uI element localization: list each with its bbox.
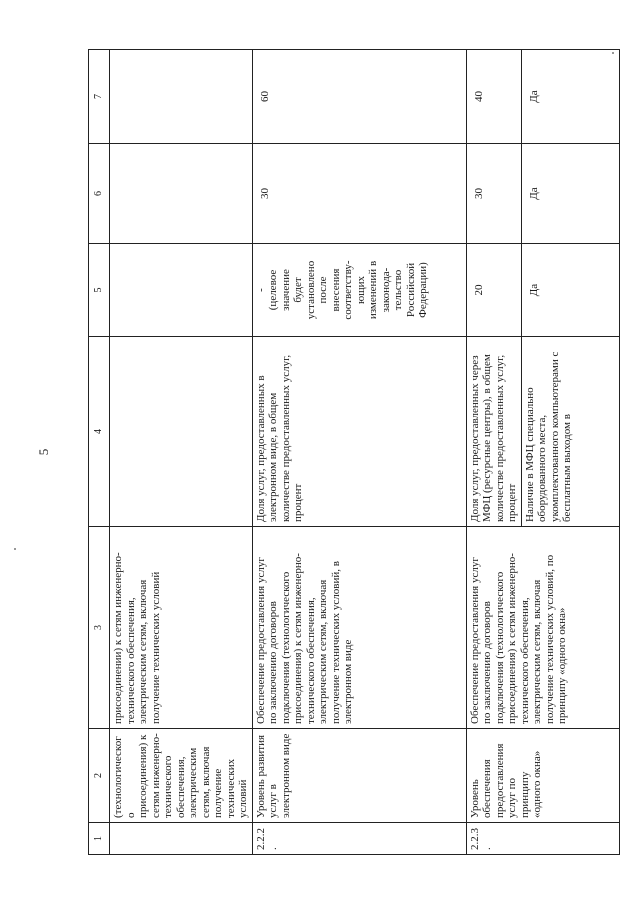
cell-line: принципу «одного окна» — [556, 607, 568, 724]
cell-line: подключения (технологического — [279, 571, 292, 724]
indicator-cell — [466, 729, 619, 823]
cell-line: оборудованного места, — [536, 414, 548, 522]
cell-line: по заключению договоров — [481, 601, 493, 724]
cell-line: Доля услуг, предоставленных через — [468, 355, 481, 522]
header-cell: 2 — [89, 729, 110, 823]
measure-cell — [110, 527, 253, 729]
cell-line: МФЦ (ресурсные центры), в общем — [481, 354, 493, 522]
cell-line: «одного окна» — [531, 750, 543, 818]
base-value-cell — [110, 244, 253, 337]
cell-line: внесения — [329, 268, 342, 312]
cell-line: электрическим — [187, 747, 199, 818]
cell-line: Российской — [404, 262, 417, 318]
cell-line: процент — [292, 483, 304, 522]
cell-line: электрическим сетям, включая — [531, 579, 543, 724]
cell-line: сетям, включая — [199, 746, 212, 818]
base-value-cell: 20 — [466, 244, 521, 337]
cell-line: Уровень развития — [254, 734, 267, 818]
cell-line: Обеспечение предоставления услуг — [254, 557, 267, 724]
cell-line: получение — [212, 768, 224, 818]
cell-line: технического обеспечения, — [304, 597, 317, 724]
base-value-cell — [252, 244, 466, 337]
cell-line: Наличие в МФЦ специально — [523, 387, 536, 522]
cell-line: получение технических условий, по — [543, 554, 556, 724]
scan-speck — [14, 548, 16, 550]
cell-line: услуг по принципу — [506, 771, 531, 818]
cell-line: (целевое — [267, 269, 279, 311]
cell-line: получение технических условий, в — [329, 561, 342, 724]
cell-line: (технологического — [112, 736, 137, 818]
cell-line: присоединении) к сетям инженерно- — [112, 552, 124, 724]
row-number: 2.2.2. — [252, 823, 466, 855]
cell-line: процент — [506, 483, 518, 522]
cell-line: электронном виде, в общем — [267, 392, 279, 522]
header-cell: 7 — [89, 50, 110, 144]
cell-line: ющих — [354, 275, 367, 305]
cell-line: законода- — [379, 267, 392, 313]
cell-line: получение технических условий — [149, 571, 162, 724]
cell-line: сетям инженерно- — [149, 733, 162, 818]
cell-line: технического обеспечения, — [518, 597, 531, 724]
cell-line: количестве предоставленных услуг, — [493, 354, 506, 522]
unit-cell — [521, 337, 619, 527]
unit-cell — [466, 337, 521, 527]
value-2021-cell: 60 — [252, 50, 466, 144]
cell-line: условий — [237, 779, 249, 818]
cell-line: Обеспечение предоставления услуг — [468, 557, 481, 724]
cell-line: установлено — [304, 260, 317, 320]
unit-cell — [110, 337, 253, 527]
cell-line: значение — [279, 269, 292, 311]
header-cell: 1 — [89, 823, 110, 855]
cell-line: подключения (технологического — [493, 571, 506, 724]
header-cell: 6 — [89, 144, 110, 244]
base-value-cell: Да — [521, 244, 619, 337]
cell-line: электронном виде — [342, 639, 354, 724]
unit-cell — [252, 337, 466, 527]
cell-line: по заключению договоров — [267, 601, 279, 724]
value-2020-cell: Да — [521, 144, 619, 244]
measure-cell — [466, 527, 619, 729]
value-2020-cell: 30 — [466, 144, 521, 244]
value-2020-cell: 30 — [252, 144, 466, 244]
header-cell: 4 — [89, 337, 110, 527]
table-row — [252, 50, 466, 855]
cell-line: технического — [162, 755, 174, 818]
cell-line: технического обеспечения, — [124, 597, 137, 724]
value-2021-cell: Да — [521, 50, 619, 144]
cell-line: присоединения) к сетям инженерно- — [292, 553, 304, 724]
cell-line: электрическим сетям, включая — [137, 579, 149, 724]
row-number: 2.2.3. — [466, 823, 619, 855]
cell-line: тельство — [392, 269, 404, 311]
cell-line: присоединения) к сетям инженерно- — [506, 553, 518, 724]
value-2021-cell: 40 — [466, 50, 521, 144]
cell-line: обеспечения — [481, 759, 493, 818]
header-cell: 3 — [89, 527, 110, 729]
header-cell: 5 — [89, 244, 110, 337]
cell-line: будет — [292, 277, 304, 303]
cell-line: Доля услуг, предоставленных в — [254, 375, 267, 522]
cell-line: присоединения) к — [137, 734, 149, 818]
table-header-row — [89, 50, 110, 855]
cell-line: - — [254, 288, 267, 292]
cell-line: изменений в — [367, 260, 379, 320]
rotated-table-container — [88, 50, 611, 855]
measure-cell — [252, 527, 466, 729]
cell-line: предоставления — [493, 743, 506, 818]
page-number: 5 — [36, 448, 51, 456]
indicator-cell — [252, 729, 466, 823]
cell-line: электрическим сетям, включая — [317, 579, 329, 724]
value-2021-cell — [110, 50, 253, 144]
cell-line: технических — [224, 758, 237, 818]
cell-line: услуг в — [267, 784, 279, 818]
cell-line: после — [317, 276, 329, 304]
indicator-cell — [110, 729, 253, 823]
table-row — [110, 50, 253, 855]
cell-line: бесплатным выходом в — [561, 414, 573, 522]
table-row — [466, 50, 521, 855]
cell-line: укомплектованного компьютерами с — [548, 351, 561, 522]
row-number — [110, 823, 253, 855]
cell-line: Федерации) — [417, 262, 429, 318]
cell-line: количестве предоставленных услуг, — [279, 354, 292, 522]
cell-line: соответству- — [342, 260, 354, 320]
cell-line: Уровень — [468, 779, 481, 818]
indicators-table — [88, 49, 620, 855]
cell-line: электронном виде — [279, 733, 292, 818]
cell-line: обеспечения, — [174, 756, 187, 818]
value-2020-cell — [110, 144, 253, 244]
